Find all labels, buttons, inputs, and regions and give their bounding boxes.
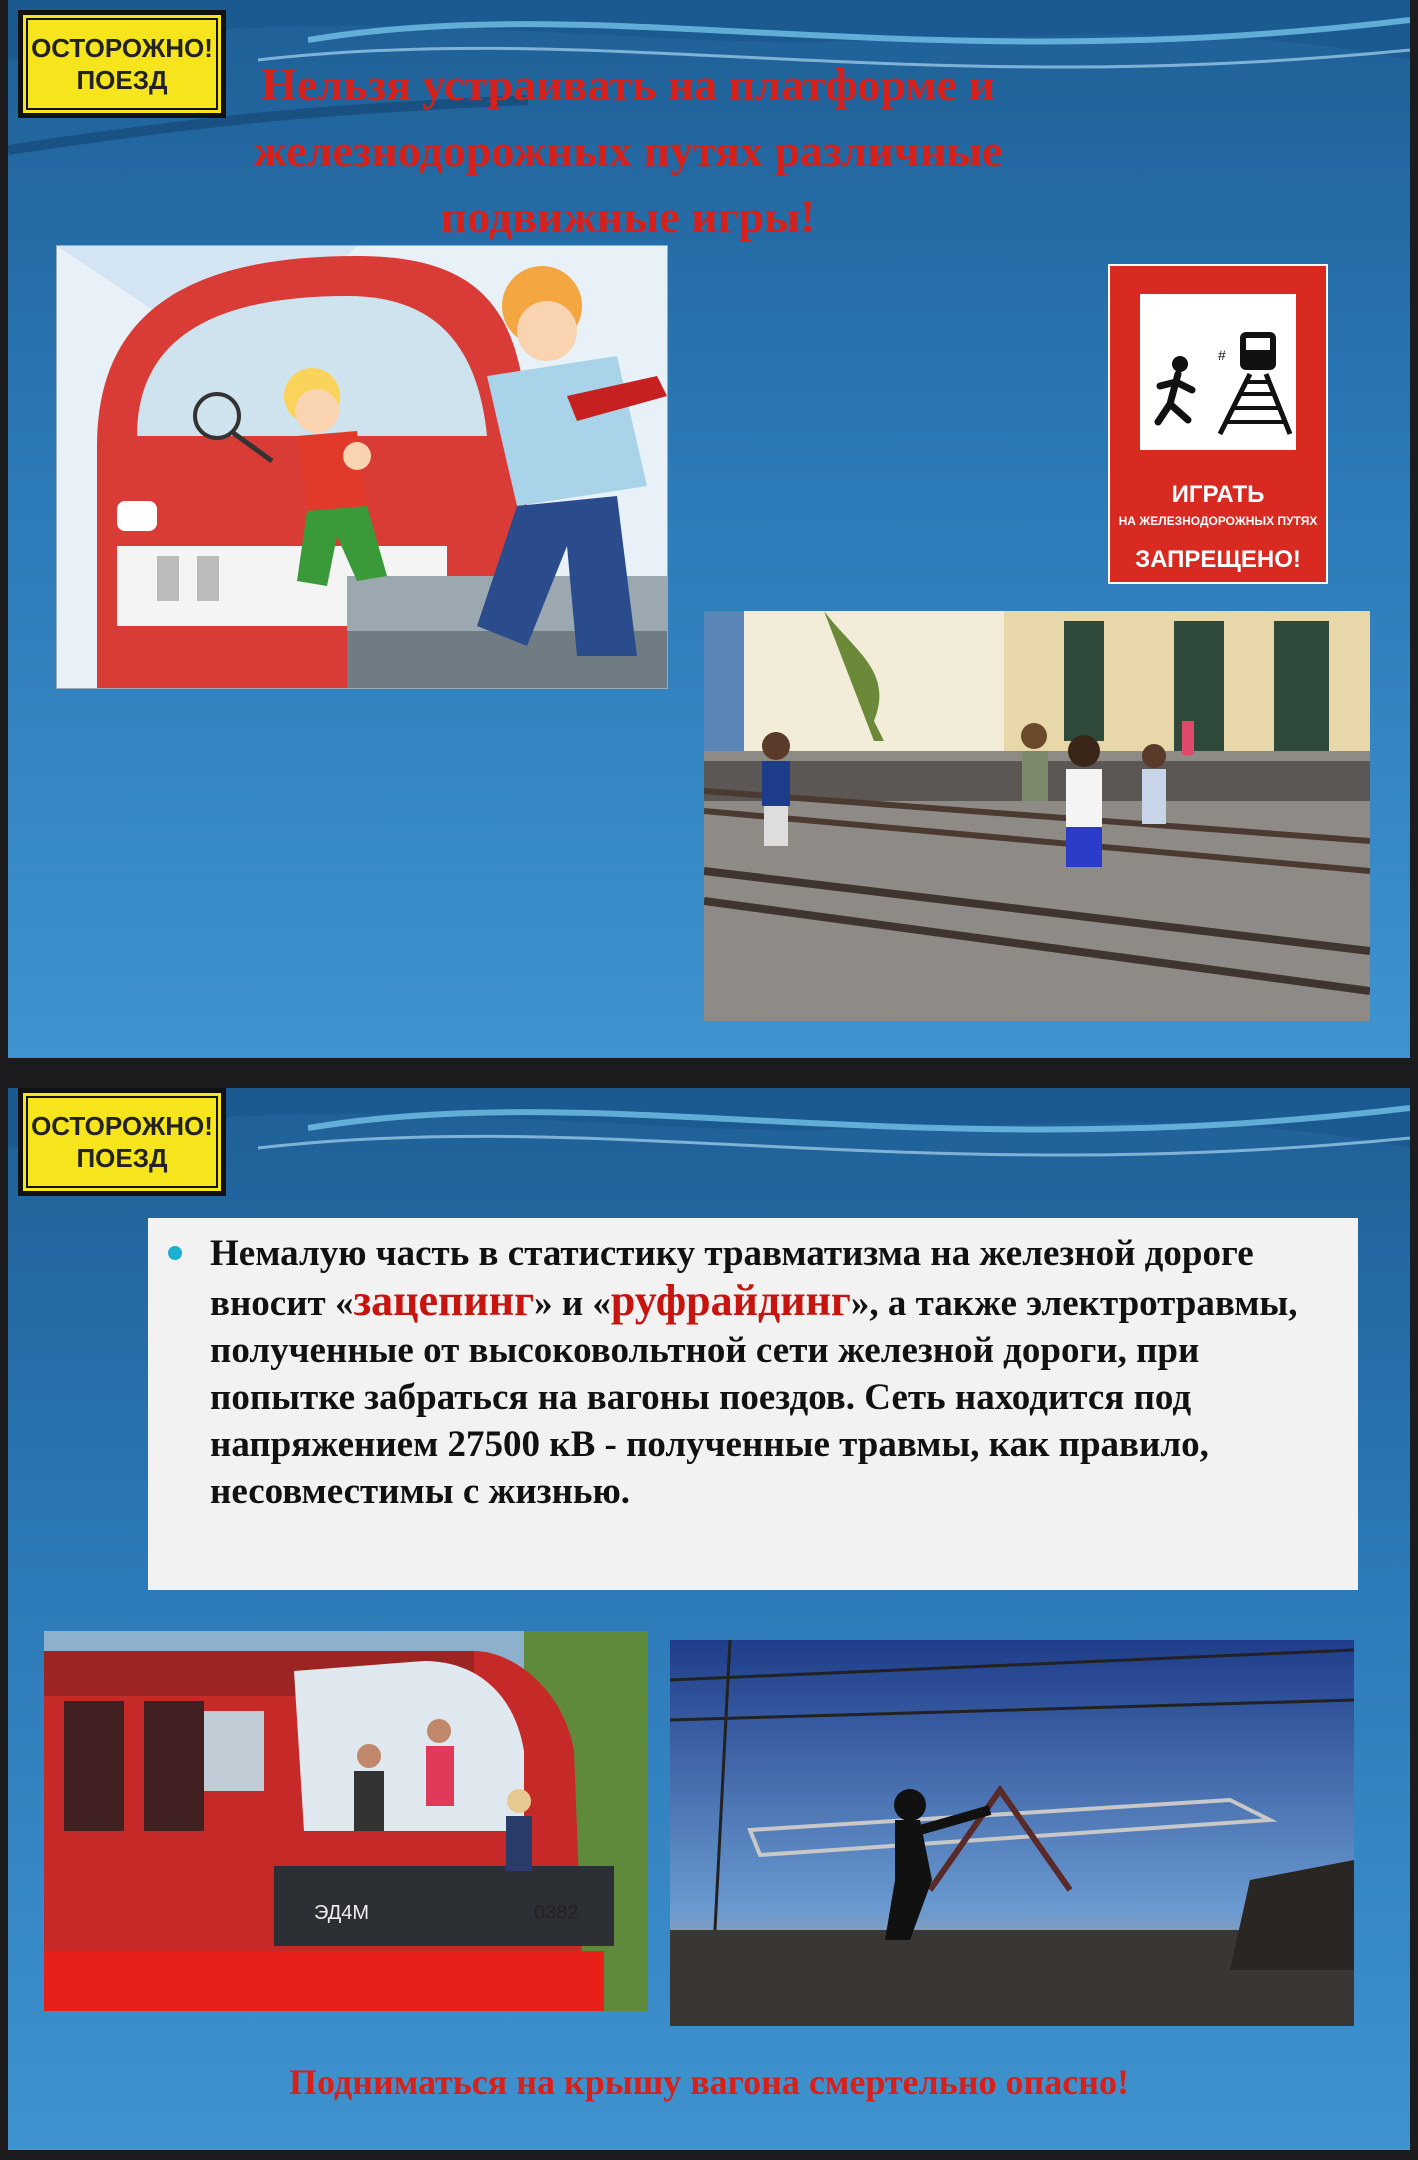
caution-train-sign-2 — [18, 1088, 226, 1196]
bullet-icon — [168, 1246, 182, 1260]
term-zatseping: зацепинг — [353, 1276, 535, 1325]
slide-games-on-tracks — [8, 0, 1410, 1058]
caution-train-sign — [18, 10, 226, 118]
caution-sign-line2: ПОЕЗД — [76, 1143, 168, 1173]
paragraph-start: Немалую часть в статистику травматизма на железной дороге вносит « — [210, 1233, 1254, 1324]
children-on-tracks-photo — [704, 611, 1370, 1021]
cartoon-kids-playing-at-train-illustration — [56, 245, 668, 689]
train-number-label-2: 0382 — [534, 1902, 579, 1924]
slide-title: Нельзя устраивать на платформе и железнодорожных путях различные подвижные игры! — [253, 59, 1003, 242]
sign-text-play: ИГРАТЬ — [1171, 481, 1265, 508]
caution-sign-line2: ПОЕЗД — [76, 65, 168, 95]
sign-pictogram — [1140, 294, 1296, 450]
paragraph-end: », а также электротравмы, полученные от высоковольтной сети железной дороги, при попытке забраться на вагоны поездов. Сеть находится под напряжением 27500 кВ - полученные травмы, как правило, несовместимы с жизнью. — [210, 1283, 1298, 1512]
sign-text-on-tracks: НА ЖЕЛЕЗНОДОРОЖНЫХ ПУТЯХ — [1118, 514, 1318, 528]
train-number-label: ЭД4М — [314, 1902, 370, 1924]
people-riding-train-front-photo — [44, 1631, 648, 2011]
roofrider-on-train-photo — [670, 1640, 1354, 2026]
caution-sign-line1: ОСТОРОЖНО! — [31, 33, 213, 63]
caution-sign-line1: ОСТОРОЖНО! — [31, 1111, 213, 1141]
no-playing-on-tracks-sign — [1108, 264, 1328, 584]
bottom-warning-text: Подниматься на крышу вагона смертельно опасно! — [289, 2062, 1129, 2102]
info-text-box — [148, 1218, 1358, 1590]
paragraph-middle: » и « — [534, 1283, 611, 1324]
sign-text-prohibited: ЗАПРЕЩЕНО! — [1135, 546, 1301, 573]
slide-train-surfing-danger — [8, 1088, 1410, 2150]
term-roofriding: руфрайдинг — [610, 1276, 851, 1325]
svg-text:#: # — [1218, 347, 1226, 363]
